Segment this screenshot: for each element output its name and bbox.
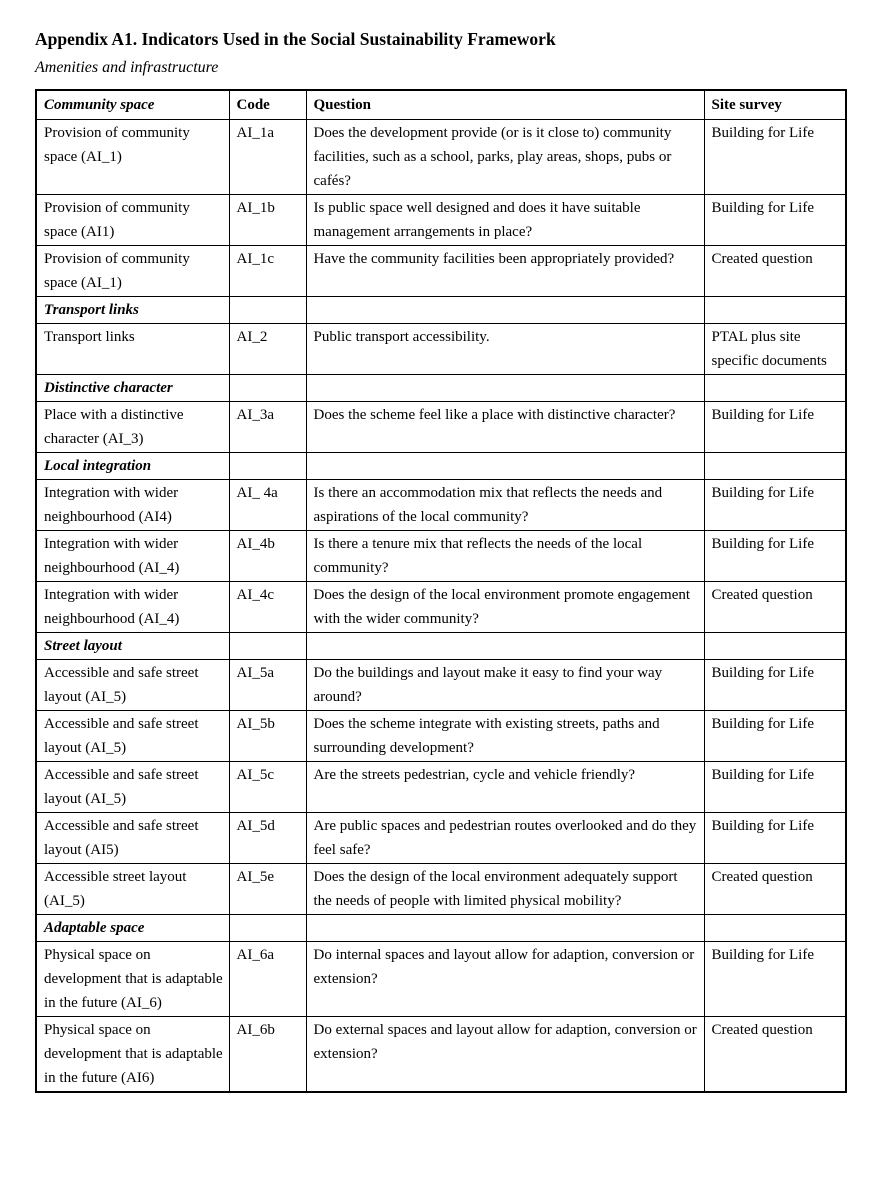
cell-indicator: Accessible and safe street layout (AI_5) [36,711,229,762]
cell-code: AI_4b [229,531,306,582]
cell-code [229,453,306,480]
header-community-space: Community space [36,90,229,120]
cell-indicator: Accessible and safe street layout (AI5) [36,813,229,864]
cell-indicator: Transport links [36,297,229,324]
cell-question: Does the scheme feel like a place with distinctive character? [306,402,704,453]
cell-code: AI_ 4a [229,480,306,531]
cell-question [306,375,704,402]
cell-survey: Building for Life [704,531,846,582]
cell-survey: Building for Life [704,402,846,453]
cell-code: AI_5c [229,762,306,813]
table-row [36,942,846,1017]
cell-indicator: Local integration [36,453,229,480]
cell-indicator: Physical space on development that is adaptable in the future (AI6) [36,1017,229,1093]
section-row [36,453,846,480]
cell-indicator: Provision of community space (AI_1) [36,120,229,195]
cell-code [229,375,306,402]
table-row [36,195,846,246]
cell-code: AI_5d [229,813,306,864]
cell-question [306,453,704,480]
table-row [36,582,846,633]
cell-code: AI_6b [229,1017,306,1093]
cell-code: AI_3a [229,402,306,453]
cell-survey: Building for Life [704,762,846,813]
table-row [36,246,846,297]
indicator-table-body [36,120,846,1093]
cell-code: AI_2 [229,324,306,375]
cell-code: AI_1b [229,195,306,246]
table-row [36,660,846,711]
cell-indicator: Provision of community space (AI_1) [36,246,229,297]
indicators-table [35,89,847,1093]
cell-code: AI_1a [229,120,306,195]
section-row [36,633,846,660]
cell-question [306,297,704,324]
header-site-survey: Site survey [704,90,846,120]
table-row [36,1017,846,1093]
cell-indicator: Integration with wider neighbourhood (AI4) [36,480,229,531]
cell-indicator: Integration with wider neighbourhood (AI_4) [36,582,229,633]
cell-code [229,915,306,942]
cell-code: AI_6a [229,942,306,1017]
cell-question [306,633,704,660]
cell-indicator: Distinctive character [36,375,229,402]
cell-survey: Building for Life [704,660,846,711]
section-row [36,915,846,942]
cell-survey: Building for Life [704,711,846,762]
cell-question: Are the streets pedestrian, cycle and vehicle friendly? [306,762,704,813]
cell-survey [704,633,846,660]
cell-question: Does the design of the local environment promote engagement with the wider community? [306,582,704,633]
section-row [36,297,846,324]
cell-indicator: Accessible and safe street layout (AI_5) [36,660,229,711]
table-row [36,864,846,915]
cell-survey: PTAL plus site specific documents [704,324,846,375]
cell-question: Are public spaces and pedestrian routes overlooked and do they feel safe? [306,813,704,864]
cell-question: Is public space well designed and does it have suitable management arrangements in place? [306,195,704,246]
header-code: Code [229,90,306,120]
page-subtitle: Amenities and infrastructure [35,59,219,76]
cell-indicator: Integration with wider neighbourhood (AI_4) [36,531,229,582]
table-row [36,120,846,195]
cell-question: Do internal spaces and layout allow for adaption, conversion or extension? [306,942,704,1017]
table-row [36,531,846,582]
cell-indicator: Provision of community space (AI1) [36,195,229,246]
cell-code: AI_4c [229,582,306,633]
cell-survey: Building for Life [704,195,846,246]
cell-survey: Building for Life [704,942,846,1017]
table-row [36,480,846,531]
cell-survey [704,375,846,402]
table-row [36,762,846,813]
cell-indicator: Street layout [36,633,229,660]
table-header [36,90,846,120]
cell-survey: Created question [704,1017,846,1093]
cell-question: Does the design of the local environment adequately support the needs of people with limited physical mobility? [306,864,704,915]
header-question: Question [306,90,704,120]
cell-question: Have the community facilities been appropriately provided? [306,246,704,297]
table-row [36,324,846,375]
section-row [36,375,846,402]
cell-code: AI_5e [229,864,306,915]
cell-question: Does the scheme integrate with existing streets, paths and surrounding development? [306,711,704,762]
table-row [36,813,846,864]
cell-indicator: Accessible street layout (AI_5) [36,864,229,915]
cell-indicator: Place with a distinctive character (AI_3) [36,402,229,453]
cell-code [229,633,306,660]
cell-question: Is there an accommodation mix that reflects the needs and aspirations of the local community? [306,480,704,531]
table-row [36,402,846,453]
cell-code: AI_1c [229,246,306,297]
cell-survey [704,297,846,324]
cell-question: Public transport accessibility. [306,324,704,375]
cell-question [306,915,704,942]
table-row [36,711,846,762]
cell-indicator: Transport links [36,324,229,375]
cell-indicator: Physical space on development that is adaptable in the future (AI_6) [36,942,229,1017]
cell-question: Do the buildings and layout make it easy to find your way around? [306,660,704,711]
cell-indicator: Adaptable space [36,915,229,942]
cell-survey [704,453,846,480]
cell-survey: Created question [704,864,846,915]
cell-question: Does the development provide (or is it close to) community facilities, such as a school, parks, play areas, shops, pubs or cafés? [306,120,704,195]
cell-code: AI_5b [229,711,306,762]
cell-survey: Building for Life [704,120,846,195]
header-row [36,90,846,120]
cell-question: Do external spaces and layout allow for adaption, conversion or extension? [306,1017,704,1093]
cell-survey: Building for Life [704,480,846,531]
cell-indicator: Accessible and safe street layout (AI_5) [36,762,229,813]
cell-survey [704,915,846,942]
cell-question: Is there a tenure mix that reflects the needs of the local community? [306,531,704,582]
cell-code [229,297,306,324]
cell-code: AI_5a [229,660,306,711]
cell-survey: Created question [704,582,846,633]
cell-survey: Building for Life [704,813,846,864]
page-title: Appendix A1. Indicators Used in the Social Sustainability Framework [35,29,556,49]
cell-survey: Created question [704,246,846,297]
